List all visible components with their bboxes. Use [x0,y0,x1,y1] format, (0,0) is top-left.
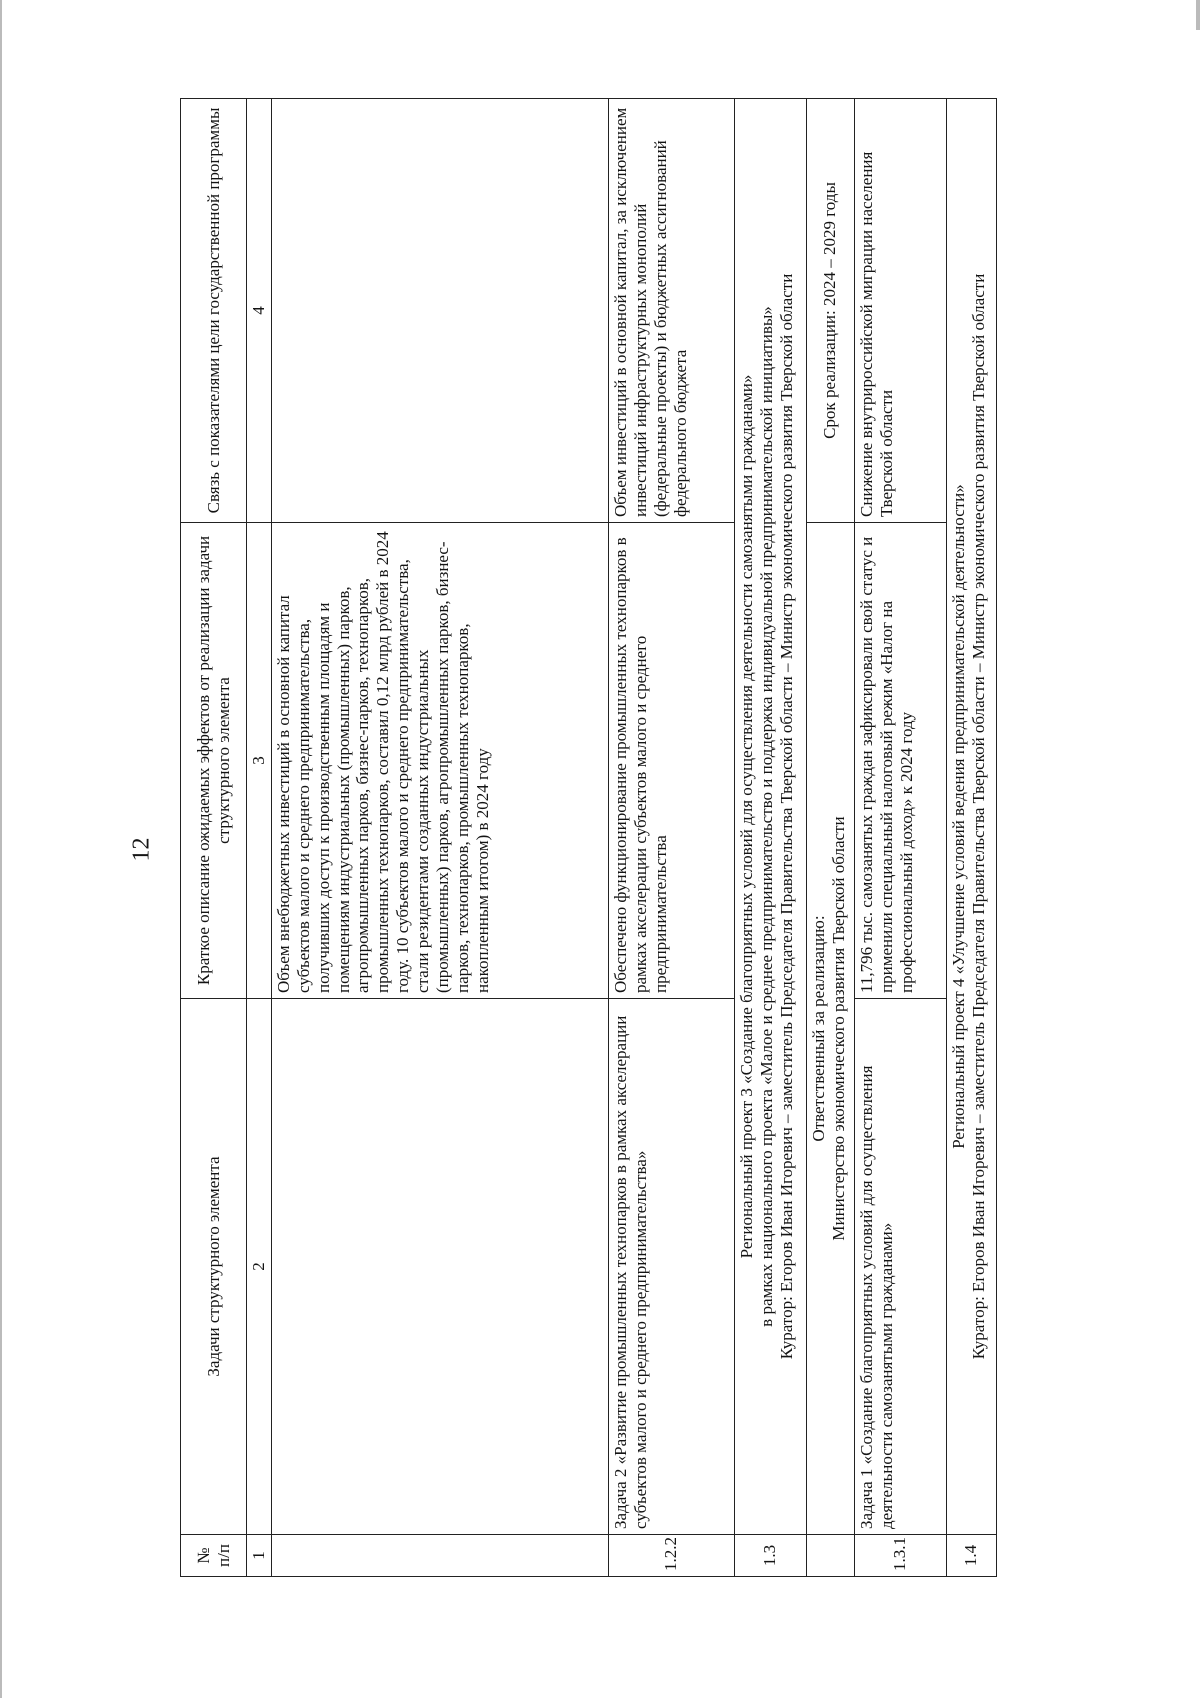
row-link: Объем инвестиций в основной капитал, за исключением инвестиций инфраструктурных монополий (федеральные проекты) и бюджетных ассигнований федерального бюджета [608,99,734,523]
header-tasks: Задачи структурного элемента [181,999,247,1535]
row-number [806,1535,854,1577]
rotated-table-container [180,99,1095,1577]
row-number: 1.3 [734,1535,806,1577]
responsible-label: Ответственный за реализацию: [808,915,828,1142]
col-number-2: 2 [247,999,272,1535]
row-effect: Объем внебюджетных инвестиций в основной капитал субъектов малого и среднего предпринимательства, получивших доступ к производственным площадям и помещениям индустриальных (промышленных) парков, агропромышленных парков, бизнес-парков, технопарков, промышленных технопарков, составил 0,12 млрд рублей в 2024 году. 10 субъектов малого и среднего предпринимательства, стали резидентами созданных индустриальных (промышленных) парков, агропромышленных парков, бизнес-парков, технопарков, промышленных технопарков, накопленным итогом) в 2024 году [271,523,608,999]
project-line-1: Региональный проект 4 «Улучшение условий ведения предпринимательской деятельности» [948,484,968,1149]
header-number: № п/п [181,1535,247,1577]
regional-project-title [946,99,996,1535]
col-number-1: 1 [247,1535,272,1577]
table-row [608,99,734,1577]
scan-edge-mark [0,0,2,1698]
row-effect: 11,796 тыс. самозанятых граждан зафиксировали свой статус и применили специальный налоговый режим «Налог на профессиональный доход» к 2024 году [854,523,946,999]
col-number-4: 4 [247,99,272,523]
scan-edge-mark [1196,0,1200,30]
responsible-name: Министерство экономического развития Тверской области [828,816,848,1241]
project-row [734,99,806,1577]
row-number: 1.3.1 [854,1535,946,1577]
project-line-1: Региональный проект 3 «Создание благоприятных условий для осуществления деятельности самозанятыми гражданами» [736,374,756,1259]
row-link [271,99,608,523]
project-curator: Куратор: Егоров Иван Игоревич – заместитель Председателя Правительства Тверской области – Министр экономического развития Тверской области [776,273,796,1360]
project-line-2: в рамках национального проекта «Малое и среднее предпринимательство и поддержка индивидуальной предпринимательской инициативы» [756,306,776,1327]
project-row [946,99,996,1577]
project-curator: Куратор: Егоров Иван Игоревич – заместитель Председателя Правительства Тверской области – Министр экономического развития Тверской области [968,273,988,1360]
page-number: 12 [128,837,155,862]
row-link: Снижение внутрироссийской миграции населения Тверской области [854,99,946,523]
table-row [854,99,946,1577]
header-link: Связь с показателями цели государственной программы [181,99,247,523]
row-task: Задача 1 «Создание благоприятных условий для осуществления деятельности самозанятыми гражданами» [854,999,946,1535]
header-row [181,99,247,1577]
table-row [271,99,608,1577]
structural-elements-table [180,98,997,1577]
row-number [271,1535,608,1577]
header-effects: Краткое описание ожидаемых эффектов от реализации задачи структурного элемента [181,523,247,999]
col-number-3: 3 [247,523,272,999]
responsible-cell [806,523,854,1535]
row-number: 1.2.2 [608,1535,734,1577]
row-number: 1.4 [946,1535,996,1577]
term-cell: Срок реализации: 2024 – 2029 годы [806,99,854,523]
regional-project-title [734,99,806,1535]
numbering-row [247,99,272,1577]
responsible-row [806,99,854,1577]
row-task: Задача 2 «Развитие промышленных технопарков в рамках акселерации субъектов малого и среднего предпринимательства» [608,999,734,1535]
row-effect: Обеспечено функционирование промышленных технопарков в рамках акселерации субъектов малого и среднего предпринимательства [608,523,734,999]
row-task [271,999,608,1535]
